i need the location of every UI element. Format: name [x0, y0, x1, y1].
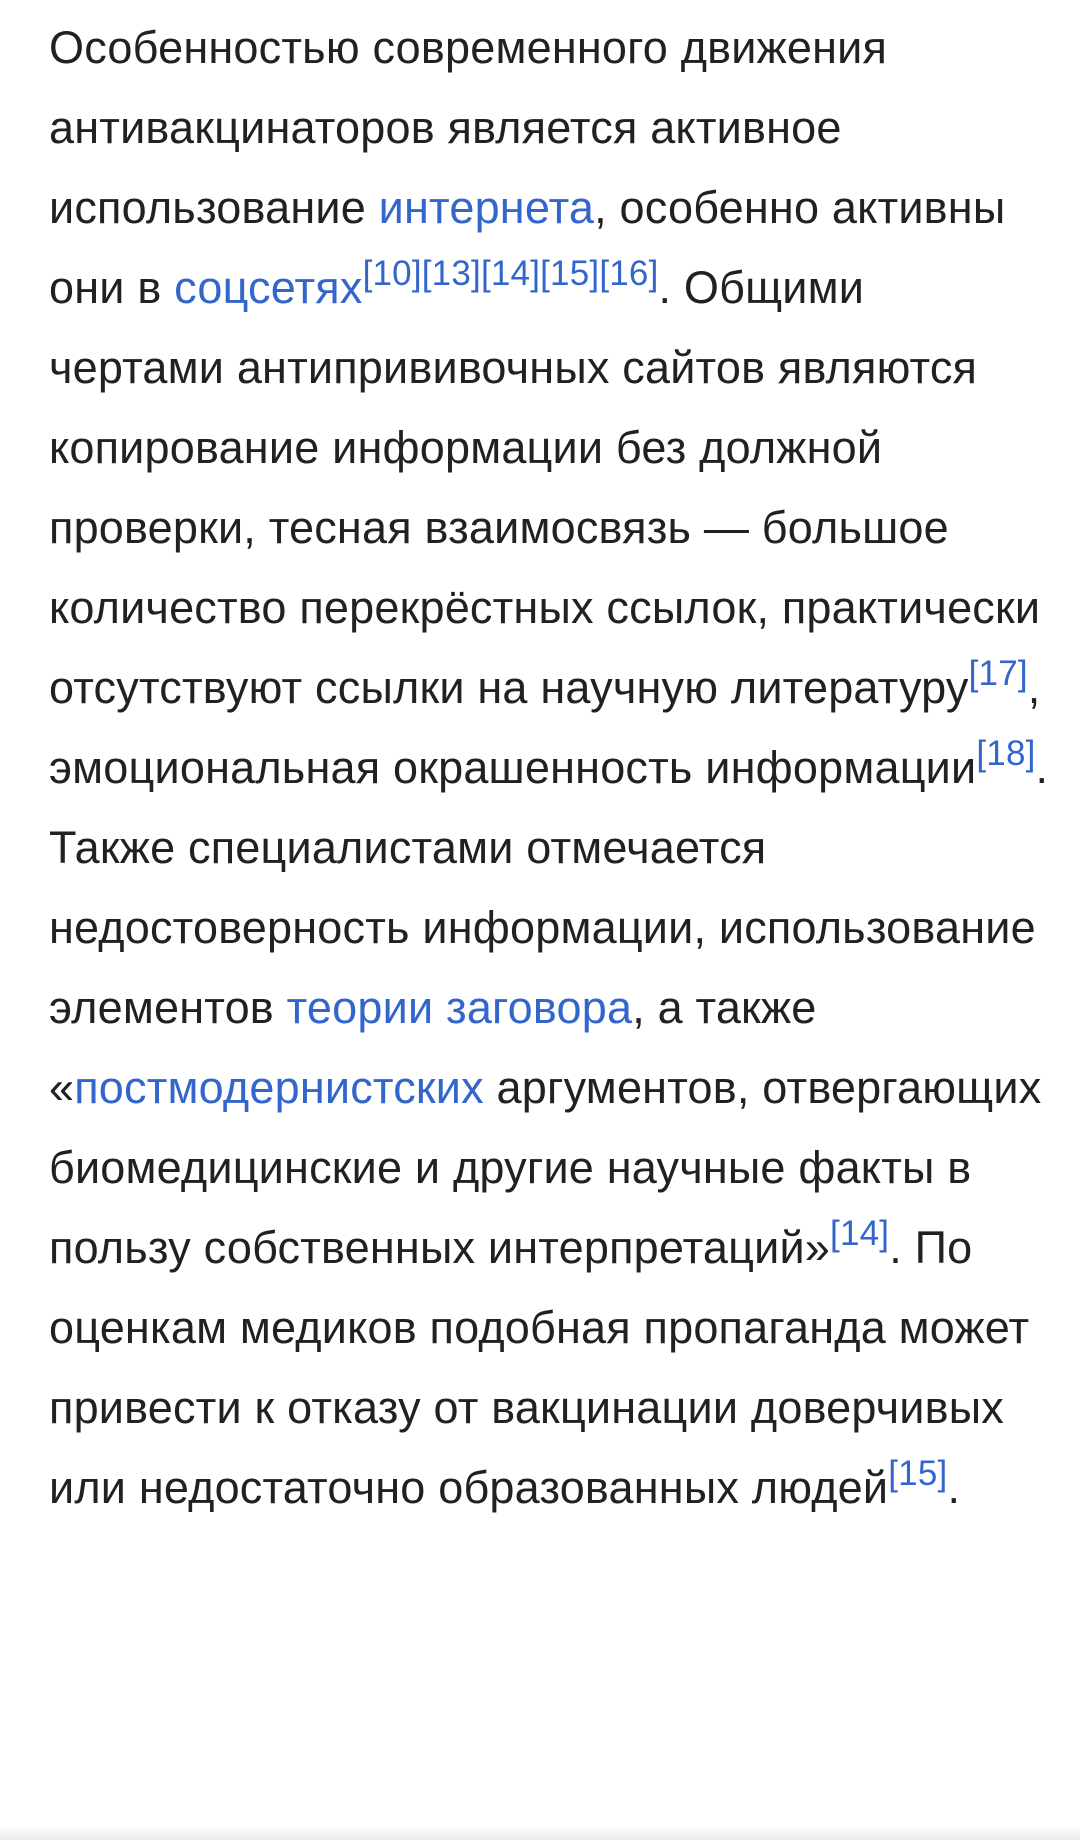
paragraph-text: аргументов, отвергающих биомедицинские и другие научные факты в пользу собственных интерпретаций»	[49, 1062, 1042, 1273]
article-paragraph	[49, 8, 1049, 1528]
reference-15[interactable]: [15]	[540, 254, 600, 293]
paragraph-text: , особенно активны они в	[49, 182, 1006, 313]
link-postmodernist[interactable]: постмодернистских	[74, 1062, 484, 1113]
paragraph-text: . Общими чертами антипрививочных сайтов являются копирование информации без должной проверки, тесная взаимосвязь — большое количество перекрёстных ссылок, практически отсутствуют ссылки на научную литературу	[49, 262, 1041, 713]
reference-18[interactable]: [18]	[976, 734, 1036, 773]
link-internet[interactable]: интернета	[378, 182, 595, 233]
reference-17[interactable]: [17]	[968, 654, 1028, 693]
bottom-edge-shadow	[0, 1826, 1080, 1840]
reference-16[interactable]: [16]	[599, 254, 659, 293]
paragraph-text: , а также «	[49, 982, 817, 1113]
reference-group	[363, 254, 659, 293]
paragraph-text: . Также специалистами отмечается недостоверность информации, использование элементов	[49, 742, 1049, 1033]
link-social-networks[interactable]: соцсетях	[174, 262, 363, 313]
reference-14-second[interactable]: [14]	[830, 1214, 890, 1253]
reference-14[interactable]: [14]	[480, 254, 541, 293]
reference-13[interactable]: [13]	[421, 254, 481, 293]
paragraph-text: . По оценкам медиков подобная пропаганда может привести к отказу от вакцинации доверчивых или недостаточно образованных людей	[49, 1222, 1030, 1513]
reference-10[interactable]: [10]	[362, 254, 422, 293]
paragraph-text: Особенностью современного движения антивакцинаторов является активное использование	[49, 22, 888, 233]
link-conspiracy-theory[interactable]: теории заговора	[286, 982, 633, 1033]
paragraph-text: .	[947, 1462, 961, 1513]
reference-15-second[interactable]: [15]	[888, 1454, 948, 1493]
paragraph-text: , эмоциональная окрашенность информации	[49, 662, 1041, 793]
